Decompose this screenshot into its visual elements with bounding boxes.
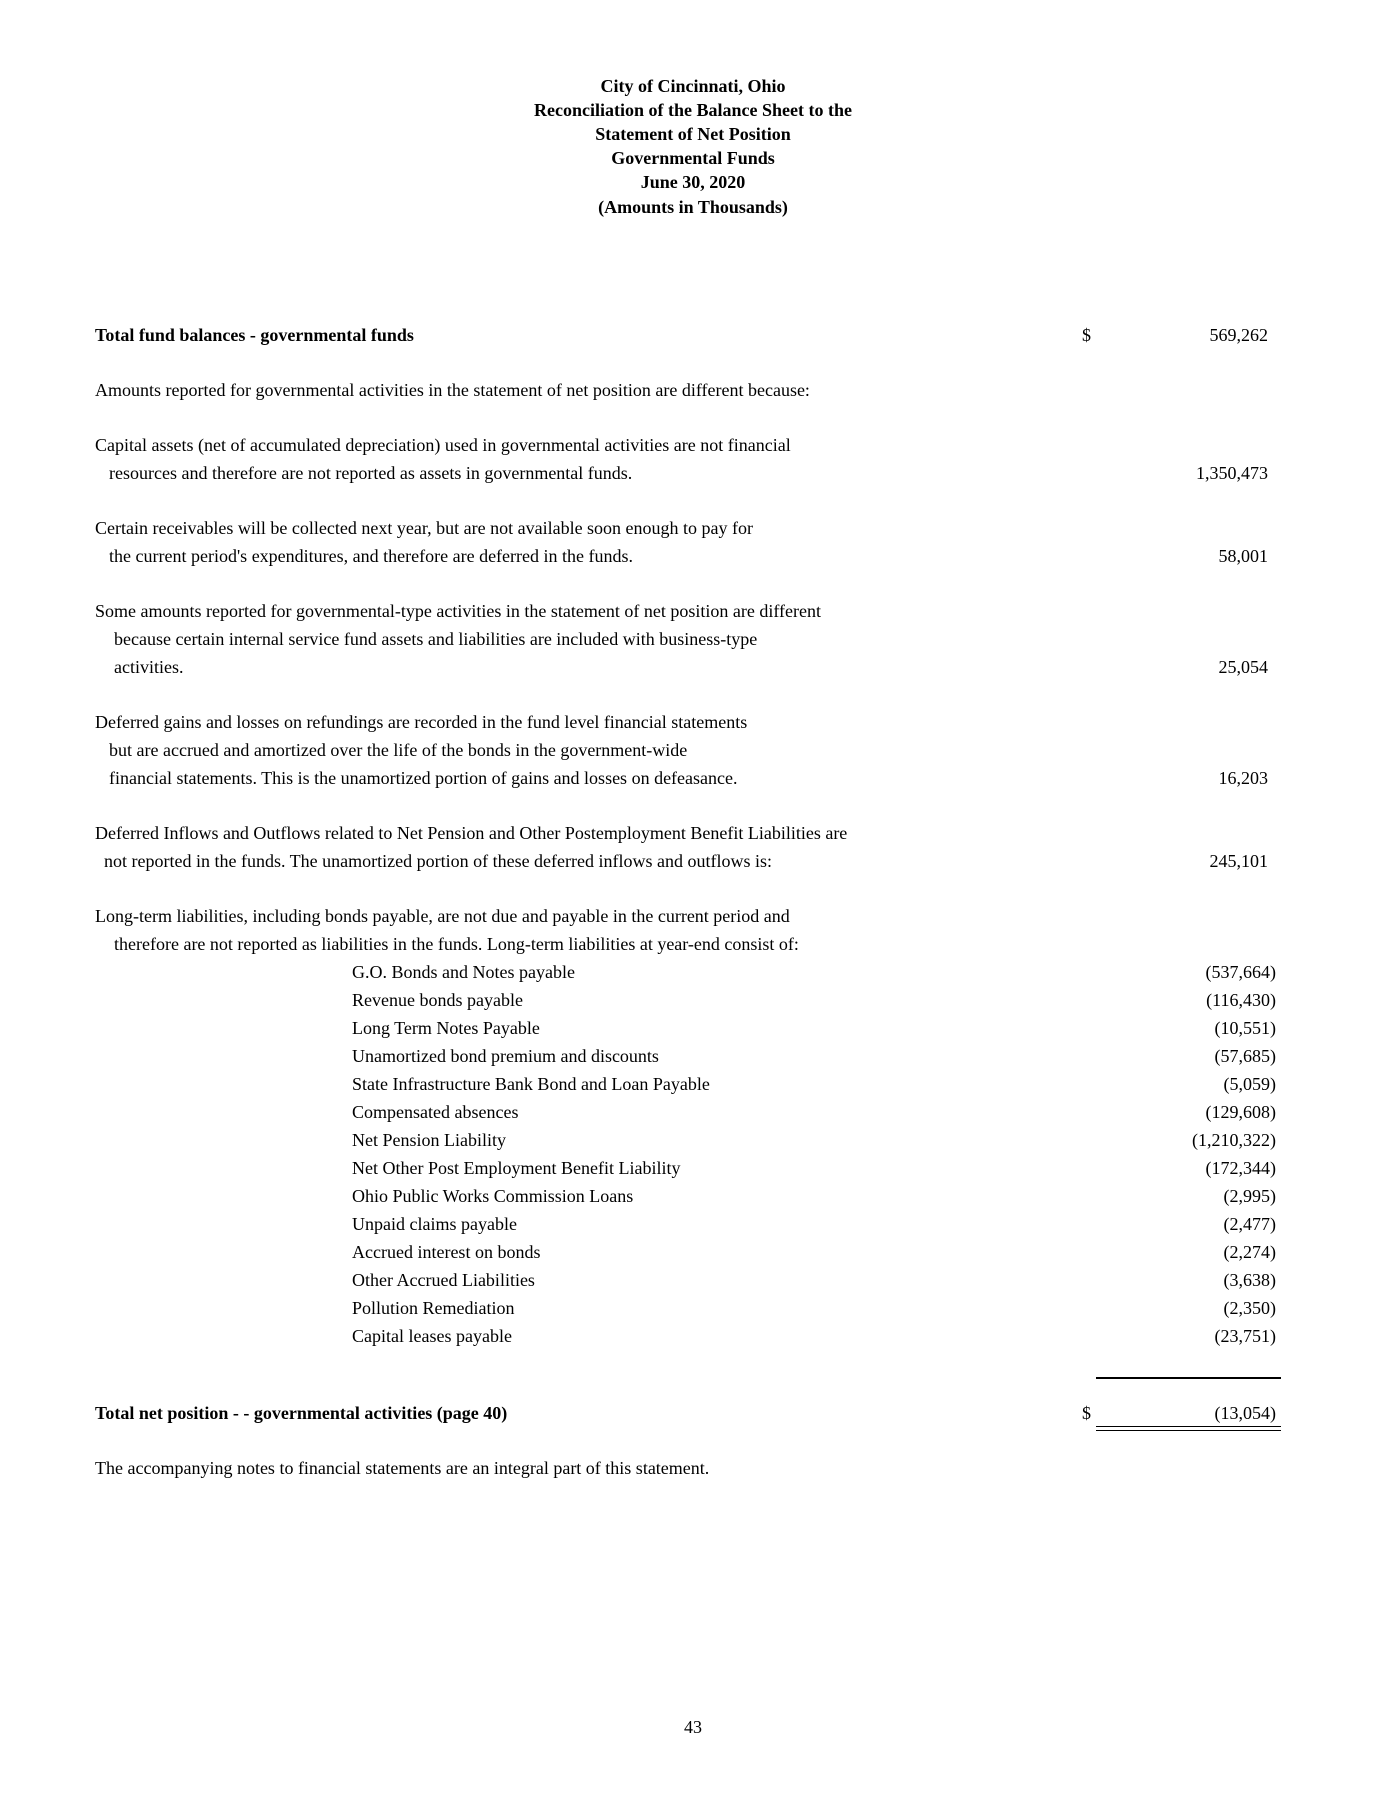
total-fund-dollar-sign: $	[1082, 325, 1091, 345]
total-fund-balances-label: Total fund balances - governmental funds	[95, 325, 414, 345]
receivables-value: 58,001	[1218, 546, 1268, 566]
long-term-line1: Long-term liabilities, including bonds payable, are not due and payable in the current period and	[95, 906, 790, 926]
list-item-label: Ohio Public Works Commission Loans	[352, 1186, 634, 1206]
capital-assets-line1: Capital assets (net of accumulated depreciation) used in governmental activities are not financial	[95, 435, 791, 455]
list-item-label: Long Term Notes Payable	[352, 1018, 540, 1038]
list-item-value: (2,274)	[1223, 1242, 1276, 1262]
deferred-pension-line2: not reported in the funds. The unamortized portion of these deferred inflows and outflows is:	[104, 851, 773, 871]
total-net-dollar-sign: $	[1082, 1403, 1091, 1423]
total-fund-balances-value: 569,262	[1209, 325, 1268, 345]
list-item-value: (5,059)	[1223, 1074, 1276, 1094]
capital-assets-value: 1,350,473	[1196, 463, 1268, 483]
double-underline-bottom	[1096, 1430, 1281, 1431]
list-item-value: (2,477)	[1223, 1214, 1276, 1234]
deferred-gains-value: 16,203	[1218, 768, 1268, 788]
list-item-value: (116,430)	[1206, 990, 1276, 1010]
deferred-gains-line2: but are accrued and amortized over the life of the bonds in the government-wide	[109, 740, 688, 760]
receivables-line2: the current period's expenditures, and therefore are deferred in the funds.	[109, 546, 634, 566]
internal-service-line1: Some amounts reported for governmental-type activities in the statement of net position are different	[95, 601, 821, 621]
list-item-value: (3,638)	[1223, 1270, 1276, 1290]
double-underline-top	[1096, 1426, 1281, 1427]
list-item-value: (537,664)	[1205, 962, 1276, 982]
subtotal-rule	[1096, 1377, 1281, 1379]
intro-text: Amounts reported for governmental activities in the statement of net position are different because:	[95, 380, 810, 400]
title-city: City of Cincinnati, Ohio	[600, 76, 786, 96]
list-item-value: (2,350)	[1223, 1298, 1276, 1318]
deferred-pension-value: 245,101	[1209, 851, 1268, 871]
title-amounts-note: (Amounts in Thousands)	[598, 197, 788, 217]
deferred-gains-line3: financial statements. This is the unamortized portion of gains and losses on defeasance.	[109, 768, 738, 788]
receivables-line1: Certain receivables will be collected next year, but are not available soon enough to pay for	[95, 518, 754, 538]
list-item-label: G.O. Bonds and Notes payable	[352, 962, 575, 982]
list-item-label: Net Pension Liability	[352, 1130, 506, 1150]
page-number: 43	[684, 1717, 702, 1737]
list-item-label: Capital leases payable	[352, 1326, 512, 1346]
internal-service-value: 25,054	[1218, 657, 1268, 677]
list-item-label: State Infrastructure Bank Bond and Loan Payable	[352, 1074, 710, 1094]
list-item-value: (129,608)	[1205, 1102, 1276, 1122]
footnote: The accompanying notes to financial statements are an integral part of this statement.	[95, 1458, 710, 1478]
title-statement: Statement of Net Position	[595, 124, 791, 144]
capital-assets-line2: resources and therefore are not reported as assets in governmental funds.	[109, 463, 633, 483]
list-item-value: (2,995)	[1223, 1186, 1276, 1206]
list-item-value: (172,344)	[1205, 1158, 1276, 1178]
list-item-label: Pollution Remediation	[352, 1298, 515, 1318]
internal-service-line3: activities.	[114, 657, 184, 677]
total-net-position-label: Total net position - - governmental activities (page 40)	[95, 1403, 508, 1423]
list-item-label: Accrued interest on bonds	[352, 1242, 541, 1262]
list-item-label: Other Accrued Liabilities	[352, 1270, 535, 1290]
list-item-label: Net Other Post Employment Benefit Liability	[352, 1158, 681, 1178]
list-item-label: Compensated absences	[352, 1102, 519, 1122]
title-governmental-funds: Governmental Funds	[611, 148, 775, 168]
deferred-pension-line1: Deferred Inflows and Outflows related to Net Pension and Other Postemployment Benefit Liabilities are	[95, 823, 848, 843]
title-reconciliation: Reconciliation of the Balance Sheet to the	[534, 100, 852, 120]
deferred-gains-line1: Deferred gains and losses on refundings are recorded in the fund level financial statements	[95, 712, 748, 732]
list-item-value: (57,685)	[1214, 1046, 1276, 1066]
total-net-position-value: (13,054)	[1214, 1403, 1276, 1423]
long-term-line2: therefore are not reported as liabilities in the funds. Long-term liabilities at year-end consist of:	[114, 934, 799, 954]
internal-service-line2: because certain internal service fund assets and liabilities are included with business-type	[114, 629, 758, 649]
list-item-value: (1,210,322)	[1192, 1130, 1276, 1150]
list-item-label: Unpaid claims payable	[352, 1214, 517, 1234]
list-item-value: (10,551)	[1214, 1018, 1276, 1038]
list-item-label: Unamortized bond premium and discounts	[352, 1046, 659, 1066]
list-item-label: Revenue bonds payable	[352, 990, 523, 1010]
list-item-value: (23,751)	[1214, 1326, 1276, 1346]
title-date: June 30, 2020	[640, 172, 746, 192]
